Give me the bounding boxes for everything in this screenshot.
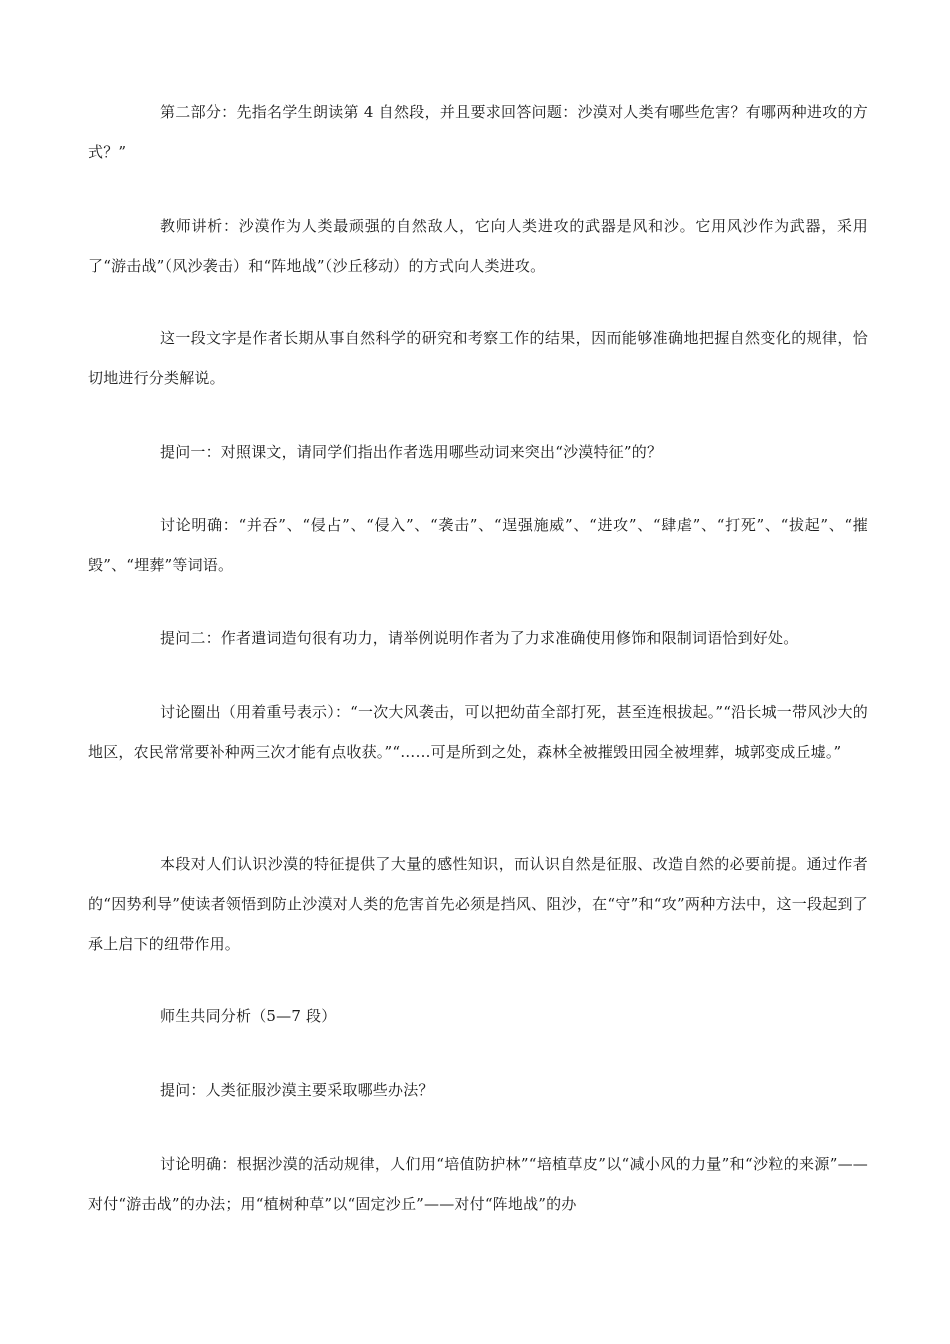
- paragraph-teacher-explanation: 教师讲析：沙漠作为人类最顽强的自然敌人，它向人类进攻的武器是风和沙。它用风沙作为武器，采用了“游击战”（风沙袭击）和“阵地战”（沙丘移动）的方式向人类进攻。: [88, 217, 868, 275]
- paragraph-discussion-methods: 讨论明确：根据沙漠的活动规律，人们用“培值防护林”“培植草皮”以“减小风的力量”和“沙粒的来源”——对付“游击战”的办法；用“植树种草”以“固定沙丘”——对付“阵地战”的办: [88, 1155, 868, 1213]
- paragraph-question-methods: 提问：人类征服沙漠主要采取哪些办法？: [160, 1081, 434, 1099]
- paragraph-joint-analysis: 师生共同分析（5—7 段）: [160, 1007, 337, 1025]
- paragraph-discussion-examples: 讨论圈出（用着重号表示）：“一次大风袭击，可以把幼苗全部打死，甚至连根拔起。”“沿长城一带风沙大的地区，农民常常要补种两三次才能有点收获。”“……可是所到之处，森林全被摧毁田园全被埋葬，城郭变成丘墟。”: [88, 703, 868, 761]
- paragraph-part-two: 第二部分：先指名学生朗读第 4 自然段，并且要求回答问题：沙漠对人类有哪些危害？有哪两种进攻的方式？”: [88, 103, 868, 161]
- paragraph-author-research: 这一段文字是作者长期从事自然科学的研究和考察工作的结果，因而能够准确地把握自然变化的规律，恰切地进行分类解说。: [88, 329, 868, 387]
- paragraph-summary: 本段对人们认识沙漠的特征提供了大量的感性知识，而认识自然是征服、改造自然的必要前提。通过作者的“因势利导”使读者领悟到防止沙漠对人类的危害首先必须是挡风、阻沙，在“守”和“攻”两种方法中，这一段起到了承上启下的纽带作用。: [88, 855, 868, 953]
- paragraph-discussion-verbs: 讨论明确：“并吞”、“侵占”、“侵入”、“袭击”、“逞强施威”、“进攻”、“肆虐”、“打死”、“拔起”、“摧毁”、“埋葬”等词语。: [88, 516, 868, 574]
- paragraph-question-one: 提问一：对照课文，请同学们指出作者选用哪些动词来突出“沙漠特征”的？: [160, 443, 663, 461]
- paragraph-question-two: 提问二：作者遣词造句很有功力，请举例说明作者为了力求准确使用修饰和限制词语恰到好处。: [160, 629, 799, 647]
